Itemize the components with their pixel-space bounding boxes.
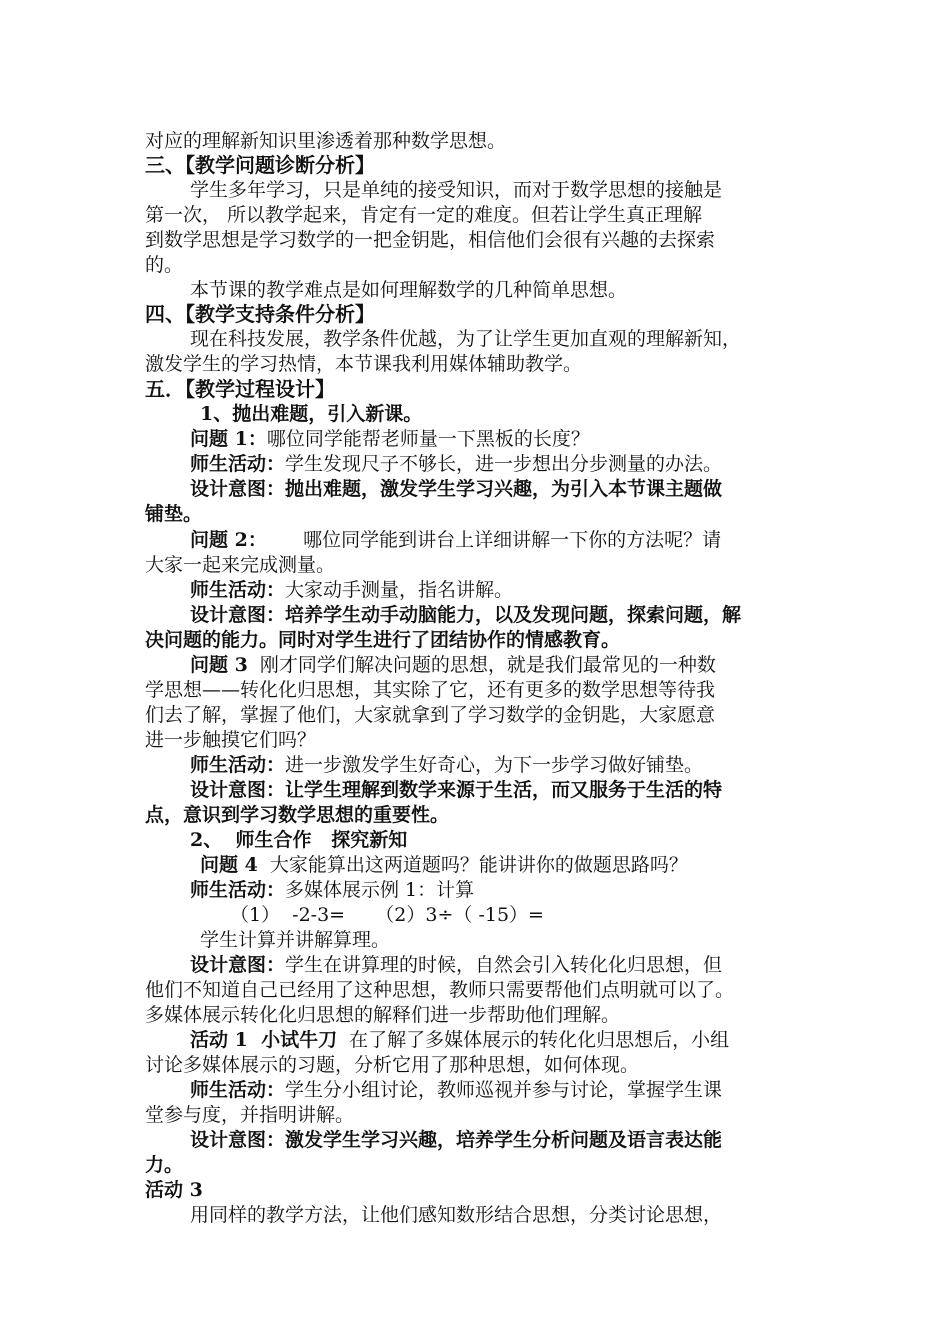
activity-label: 师生活动： xyxy=(190,879,286,901)
paragraph-line: 激发学生的学习热情，本节课我利用媒体辅助教学。 xyxy=(145,353,583,375)
activity-label: 师生活动： xyxy=(190,579,286,601)
design-intent-line: 设计意图：让学生理解到数学来源于生活，而又服务于生活的特 xyxy=(190,779,723,801)
paragraph-line: 对应的理解新知识里渗透着那种数学思想。 xyxy=(145,130,507,152)
question-label: 问题 4 xyxy=(200,854,258,876)
question-text: 哪位同学能到讲台上详细讲解一下你的方法呢？请 xyxy=(266,529,722,551)
section-heading-5: 五．【教学过程设计】 xyxy=(145,377,335,401)
subsection-heading-2: 2、 师生合作 探究新知 xyxy=(190,829,408,851)
paragraph-line xyxy=(190,752,830,778)
question-text: 哪位同学能帮老师量一下黑板的长度？ xyxy=(266,428,590,450)
paragraph-line: 讨论多媒体展示的习题，分析它用了那种思想，如何体现。 xyxy=(145,1054,640,1076)
question-text: 刚才同学们解决问题的思想，就是我们最常见的一种数 xyxy=(247,654,716,676)
paragraph-line xyxy=(190,652,830,678)
paragraph-line xyxy=(190,877,830,903)
activity-text: 大家动手测量，指名讲解。 xyxy=(285,579,514,601)
design-intent-line: 决问题的能力。同时对学生进行了团结协作的情感教育。 xyxy=(145,629,621,651)
activity-text: 学生分小组讨论，教师巡视并参与讨论，掌握学生课 xyxy=(285,1079,723,1101)
design-intent-line: 设计意图：激发学生学习兴趣，培养学生分析问题及语言表达能 xyxy=(190,1129,723,1151)
design-intent-text: 学生在讲算理的时候，自然会引入转化化归思想，但 xyxy=(285,954,723,976)
paragraph-line: 学生多年学习，只是单纯的接受知识，而对于数学思想的接触是 xyxy=(190,179,723,201)
activity-text: 学生发现尺子不够长，进一步想出分步测量的办法。 xyxy=(285,453,723,475)
paragraph-line: 们去了解，掌握了他们，大家就拿到了学习数学的金钥匙，大家愿意 xyxy=(145,704,716,726)
design-intent-line: 力。 xyxy=(145,1154,184,1176)
paragraph-line: 学生计算并讲解算理。 xyxy=(200,929,391,951)
activity-title: 活动 1 小试牛刀 xyxy=(190,1029,338,1051)
paragraph-line xyxy=(190,577,830,603)
paragraph-line xyxy=(190,426,830,452)
question-label: 问题 2： xyxy=(190,529,267,551)
paragraph-line: 他们不知道自己已经用了这种思想，教师只需要帮他们点明就可以了。 xyxy=(145,979,735,1001)
paragraph-line xyxy=(190,527,830,553)
paragraph-line: 堂参与度，并指明讲解。 xyxy=(145,1104,355,1126)
paragraph-line: 学思想——转化化归思想，其实除了它，还有更多的数学思想等待我 xyxy=(145,679,716,701)
paragraph-line: 的。 xyxy=(145,254,184,276)
question-label: 问题 1： xyxy=(190,428,267,450)
activity-text: 在了解了多媒体展示的转化化归思想后，小组 xyxy=(337,1029,730,1051)
design-intent-line: 铺垫。 xyxy=(145,503,203,525)
design-intent-line: 点，意识到学习数学思想的重要性。 xyxy=(145,804,450,826)
paragraph-line xyxy=(190,1027,830,1053)
paragraph-line xyxy=(190,952,830,978)
paragraph-line: 第一次， 所以教学起来，肯定有一定的难度。但若让学生真正理解 xyxy=(145,204,703,226)
activity-label: 师生活动： xyxy=(190,453,286,475)
question-text: 大家能算出这两道题吗？能讲讲你的做题思路吗？ xyxy=(257,854,688,876)
question-label: 问题 3 xyxy=(190,654,248,676)
paragraph-line xyxy=(190,1077,830,1103)
paragraph-line: 现在科技发展，教学条件优越，为了让学生更加直观的理解新知， xyxy=(190,328,742,350)
section-heading-4: 四、【教学支持条件分析】 xyxy=(145,302,375,326)
paragraph-line: 多媒体展示转化化归思想的解释们进一步帮助他们理解。 xyxy=(145,1004,621,1026)
activity-label: 师生活动： xyxy=(190,1079,286,1101)
activity-label: 师生活动： xyxy=(190,754,286,776)
activity-text: 多媒体展示例 1：计算 xyxy=(285,879,475,901)
design-intent-label: 设计意图： xyxy=(190,954,286,976)
paragraph-line: 用同样的教学方法，让他们感知数形结合思想，分类讨论思想， xyxy=(190,1204,723,1226)
subsection-heading-1: 1、抛出难题，引入新课。 xyxy=(200,403,423,425)
paragraph-line: 本节课的教学难点是如何理解数学的几种简单思想。 xyxy=(190,279,628,301)
design-intent-line: 设计意图：培养学生动手动脑能力，以及发现问题，探索问题，解 xyxy=(190,604,742,626)
section-heading-3: 三、【教学问题诊断分析】 xyxy=(145,153,375,177)
design-intent-line: 设计意图：抛出难题，激发学生学习兴趣，为引入本节课主题做 xyxy=(190,478,723,500)
paragraph-line: 大家一起来完成测量。 xyxy=(145,554,336,576)
paragraph-line xyxy=(190,451,830,477)
activity-text: 进一步激发学生好奇心，为下一步学习做好铺垫。 xyxy=(285,754,704,776)
paragraph-line xyxy=(200,852,830,878)
activity-heading: 活动 3 xyxy=(145,1179,203,1201)
paragraph-line: 到数学思想是学习数学的一把金钥匙，相信他们会很有兴趣的去探索 xyxy=(145,229,716,251)
paragraph-line: 进一步触摸它们吗？ xyxy=(145,729,317,751)
math-expression: （1） -2-3= （2）3÷（ -15）= xyxy=(230,904,544,926)
